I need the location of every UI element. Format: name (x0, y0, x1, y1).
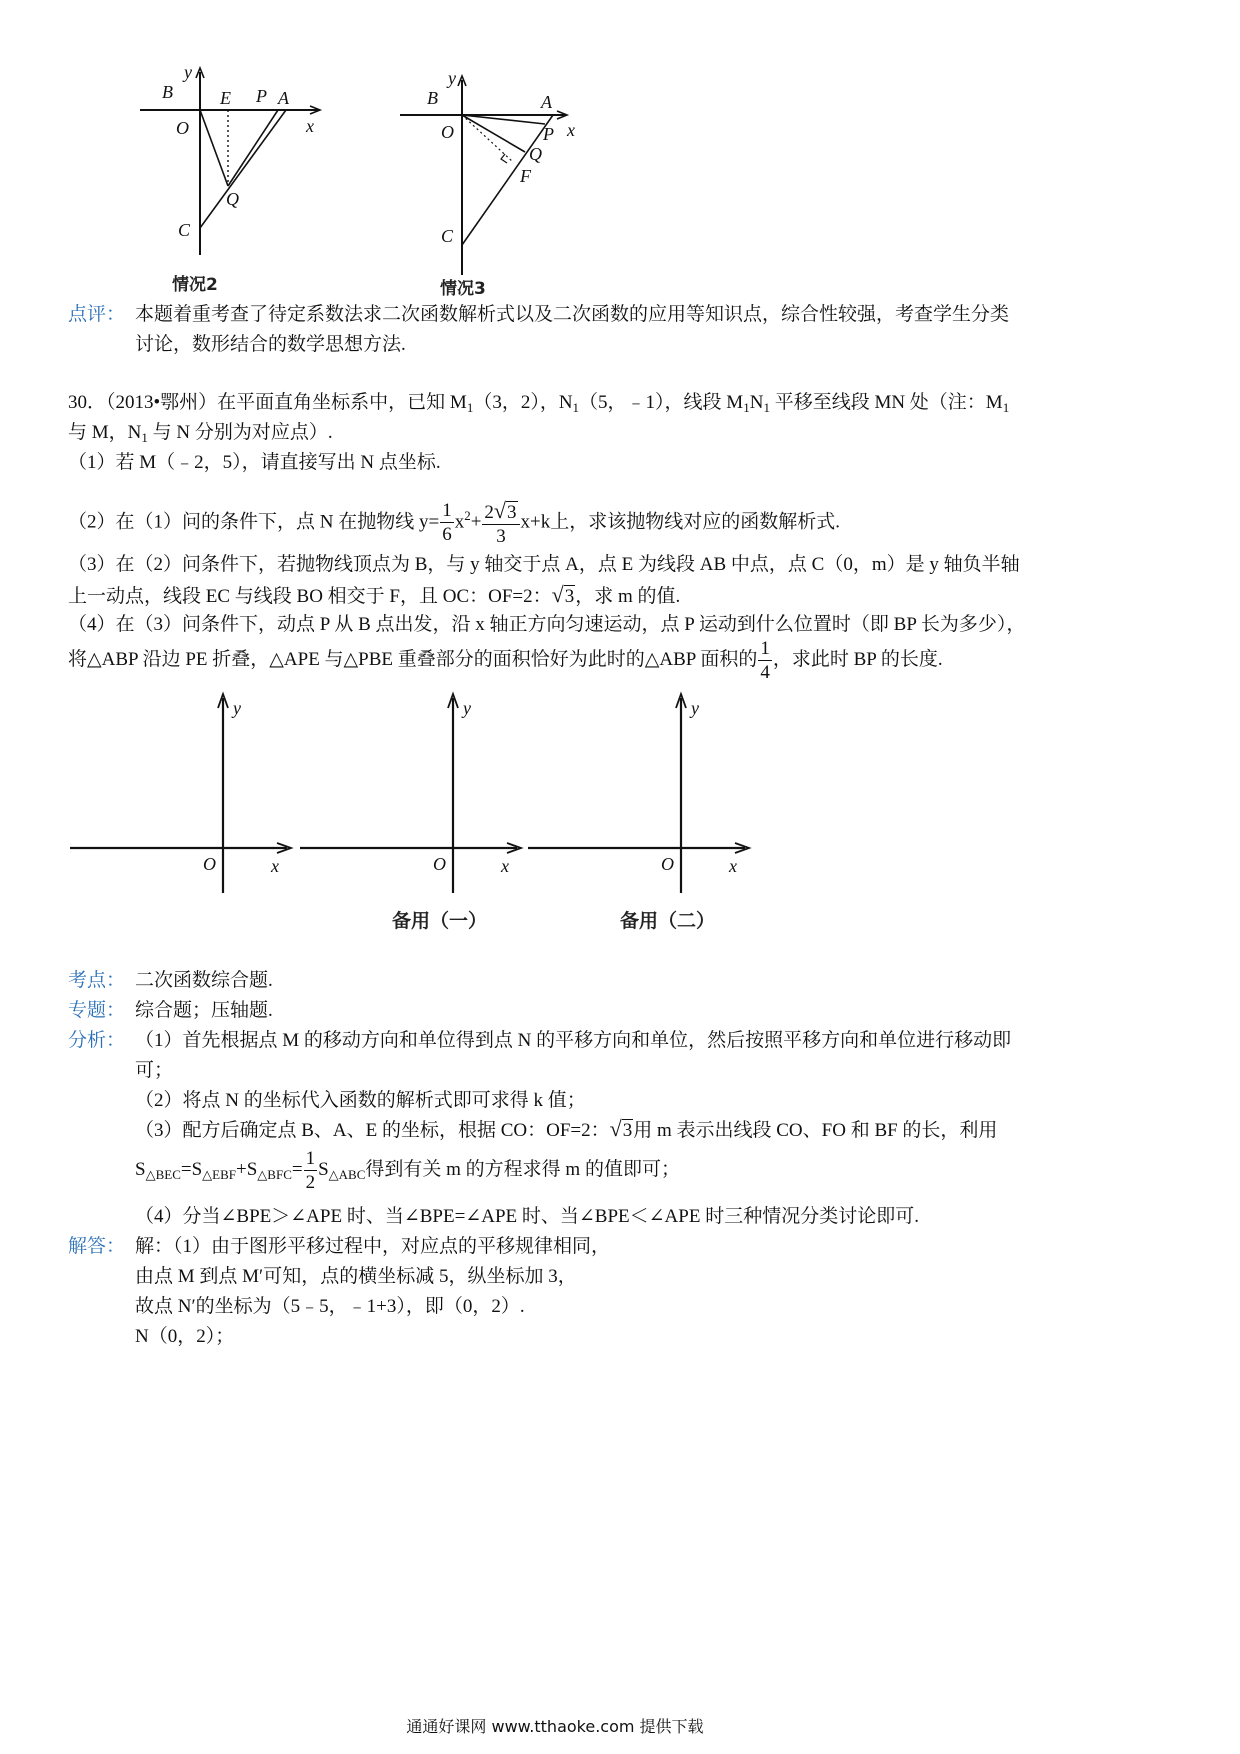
axes1-label-O: O (203, 854, 216, 874)
axes3-caption: 备用（二） (620, 910, 716, 932)
q3-sqrt-arg: 3 (564, 586, 575, 607)
fig2-label-Q: Q (529, 144, 542, 164)
axes3-label-O: O (661, 854, 674, 874)
fig2-label-x: x (567, 120, 575, 140)
q2-frac-2-num (482, 497, 519, 525)
fenxi-1-line-1: （1）首先根据点 M 的移动方向和单位得到点 N 的平移方向和单位，然后按照平移方向和单位进行移动即 (135, 1030, 1012, 1051)
f3-eq-s2: △EBF (202, 1167, 236, 1182)
question-4-line-1: （4）在（3）问条件下，动点 P 从 B 点出发，沿 x 轴正方向匀速运动，点 P 运动到什么位置时（即 BP 长为多少）， (68, 614, 1026, 635)
fig1-label-O: O (176, 118, 189, 138)
f3-sqrt: √3 (609, 1116, 633, 1141)
q2-sqrt-arg: 3 (507, 501, 517, 523)
zhuanti-text: 综合题；压轴题. (135, 1000, 273, 1021)
q2-sup: 2 (464, 508, 471, 523)
q2-frac-1-num: 1 (442, 500, 452, 522)
comment-row-1 (68, 300, 125, 330)
f3-eq-s3: △BFC (257, 1167, 292, 1182)
p1-sub4: 1 (763, 400, 770, 415)
axes-figure-3 (523, 688, 763, 908)
fenxi-3-line-2 (135, 1140, 680, 1200)
page-footer: 通通好课网 www.tthaoke.com 提供下载 (406, 1717, 704, 1736)
p1-a: 30．（2013•鄂州）在平面直角坐标系中，已知 M (68, 392, 467, 413)
answer-line-1: 解：（1）由于图形平移过程中，对应点的平移规律相同， (135, 1236, 611, 1257)
fig1-label-A: A (278, 88, 289, 108)
p2-sub: 1 (141, 430, 148, 445)
p2-a: 与 M，N (68, 422, 142, 443)
fig1-label-E: E (220, 88, 231, 108)
f3-frac-num: 1 (305, 1148, 316, 1170)
fenxi-1-line-2: 可； (135, 1060, 174, 1081)
kaodian-row (68, 966, 125, 996)
fig2-label-A: A (541, 92, 552, 112)
axes2-caption: 备用（一） (392, 910, 488, 932)
p1-sub1: 1 (466, 400, 474, 415)
q2-a: （2）在（1）问的条件下，点 N 在抛物线 (68, 511, 419, 533)
q4-frac (758, 639, 772, 682)
question-2 (68, 486, 840, 546)
fig1-label-B: B (162, 82, 173, 102)
kaodian-text: 二次函数综合题. (135, 970, 273, 991)
q4-frac-den: 4 (760, 662, 770, 684)
p1-e: 平移至线段 MN 处（注：M (769, 392, 1003, 413)
fig1-label-C: C (178, 220, 191, 240)
p1-sub3: 1 (743, 400, 750, 415)
fenxi-label: 分析： (68, 1030, 126, 1051)
axes1-label-x: x (271, 856, 279, 876)
axes-figure-2 (295, 688, 535, 908)
axes3-label-y: y (691, 698, 699, 718)
q2-frac-2 (482, 497, 519, 547)
fenxi-row (68, 1026, 125, 1056)
figure-case-2 (130, 60, 350, 310)
q2-xk: x+k (520, 511, 551, 533)
f3-eq-s4: △ABC (328, 1167, 366, 1182)
axes2-label-y: y (463, 698, 471, 718)
comment-label: 点评： (68, 304, 126, 325)
fig2-label-B: B (427, 88, 438, 108)
f3-b: 用 m 表示出线段 CO、FO 和 BF 的长，利用 (633, 1120, 998, 1141)
answer-line-2: 由点 M 到点 M′可知，点的横坐标减 5，纵坐标加 3， (135, 1266, 577, 1287)
fig1-label-P: P (256, 86, 267, 106)
f3-eq-s1: △BEC (145, 1167, 181, 1182)
q2-y: y= (418, 511, 440, 533)
answer-label: 解答： (68, 1236, 126, 1257)
axes-figure-1 (65, 688, 305, 908)
zhuanti-label: 专题： (68, 1000, 126, 1021)
comment-line-1: 本题着重考查了待定系数法求二次函数解析式以及二次函数的应用等知识点，综合性较强，考查学生分类 (135, 304, 1010, 325)
p1-c: （5，﹣1），线段 M (579, 392, 744, 413)
p1-d: N (749, 392, 764, 413)
f3-eq-f: 得到有关 m 的方程求得 m 的值即可； (365, 1159, 680, 1180)
zhuanti-row (68, 996, 125, 1026)
answer-line-4: N（0，2）； (135, 1326, 235, 1347)
p1-b: （3，2），N (473, 392, 573, 413)
p1-sub5: 1 (1002, 400, 1010, 415)
q2-x: x (454, 511, 465, 533)
fig2-label-O: O (441, 122, 454, 142)
figure-case-3 (395, 60, 615, 310)
f3-eq-b: =S (180, 1159, 203, 1180)
p1-sub2: 1 (572, 400, 580, 415)
f3-frac-den: 2 (305, 1172, 316, 1194)
q2-frac-1-den: 6 (442, 524, 452, 546)
answer-line-3: 故点 N′的坐标为（5﹣5，﹣1+3），即（0，2）. (135, 1296, 525, 1317)
f3-frac (304, 1149, 318, 1192)
question-3-line-2 (68, 580, 680, 612)
p2-b: 与 N 分别为对应点）. (147, 422, 333, 443)
answer-row (68, 1232, 125, 1262)
axes2-label-O: O (433, 854, 446, 874)
q2-sqrt: √3 (493, 497, 517, 523)
f3-a: （3）配方后确定点 B、A、E 的坐标，根据 CO：OF=2： (135, 1120, 610, 1141)
question-4-line-2 (68, 630, 943, 690)
axes3-label-x: x (729, 856, 737, 876)
q2-frac-2-den: 3 (496, 525, 506, 547)
q2-frac-2-coef: 2 (484, 501, 494, 523)
fenxi-4: （4）分当∠BPE＞∠APE 时、当∠BPE=∠APE 时、当∠BPE＜∠APE 时三种情况分类讨论即可. (135, 1206, 919, 1227)
axes2-label-x: x (501, 856, 509, 876)
q2-plus: + (470, 511, 482, 533)
f3-eq-c: +S (236, 1159, 258, 1180)
q4-a: 将△ABP 沿边 PE 折叠，△APE 与△PBE 重叠部分的面积恰好为此时的△ABP 面积的 (68, 649, 758, 670)
f3-eq-d: = (291, 1159, 303, 1180)
question-3-line-1: （3）在（2）问条件下，若抛物线顶点为 B，与 y 轴交于点 A，点 E 为线段 AB 中点，点 C（0，m）是 y 轴负半轴 (68, 554, 1020, 575)
fig2-label-C: C (441, 226, 454, 246)
q3-a: 上一动点，线段 EC 与线段 BO 相交于 F，且 OC：OF=2： (68, 586, 552, 607)
fig2-caption: 情况3 (440, 279, 486, 299)
kaodian-label: 考点： (68, 970, 126, 991)
fig2-label-P: P (543, 124, 554, 144)
fig1-label-y: y (184, 62, 192, 82)
q2-b: 上，求该抛物线对应的函数解析式. (550, 511, 840, 533)
fenxi-2: （2）将点 N 的坐标代入函数的解析式即可求得 k 值； (135, 1090, 586, 1111)
q2-frac-1 (440, 501, 454, 544)
q3-b: ，求 m 的值. (575, 586, 681, 607)
fig1-label-x: x (306, 116, 314, 136)
f3-eq-e: S (318, 1159, 329, 1180)
q4-b: ，求此时 BP 的长度. (772, 649, 943, 670)
q4-frac-num: 1 (760, 638, 770, 660)
f3-sqrt-arg: 3 (622, 1120, 633, 1141)
axes1-label-y: y (233, 698, 241, 718)
comment-line-2: 讨论，数形结合的数学思想方法. (135, 334, 406, 355)
question-1: （1）若 M（﹣2，5），请直接写出 N 点坐标. (68, 452, 441, 473)
f3-eq-a: S (135, 1159, 146, 1180)
q3-sqrt: √3 (551, 582, 575, 607)
fig1-label-Q: Q (226, 189, 239, 209)
fig2-label-y: y (448, 68, 456, 88)
fig2-label-F: F (520, 166, 531, 186)
fig1-caption: 情况2 (172, 275, 218, 295)
